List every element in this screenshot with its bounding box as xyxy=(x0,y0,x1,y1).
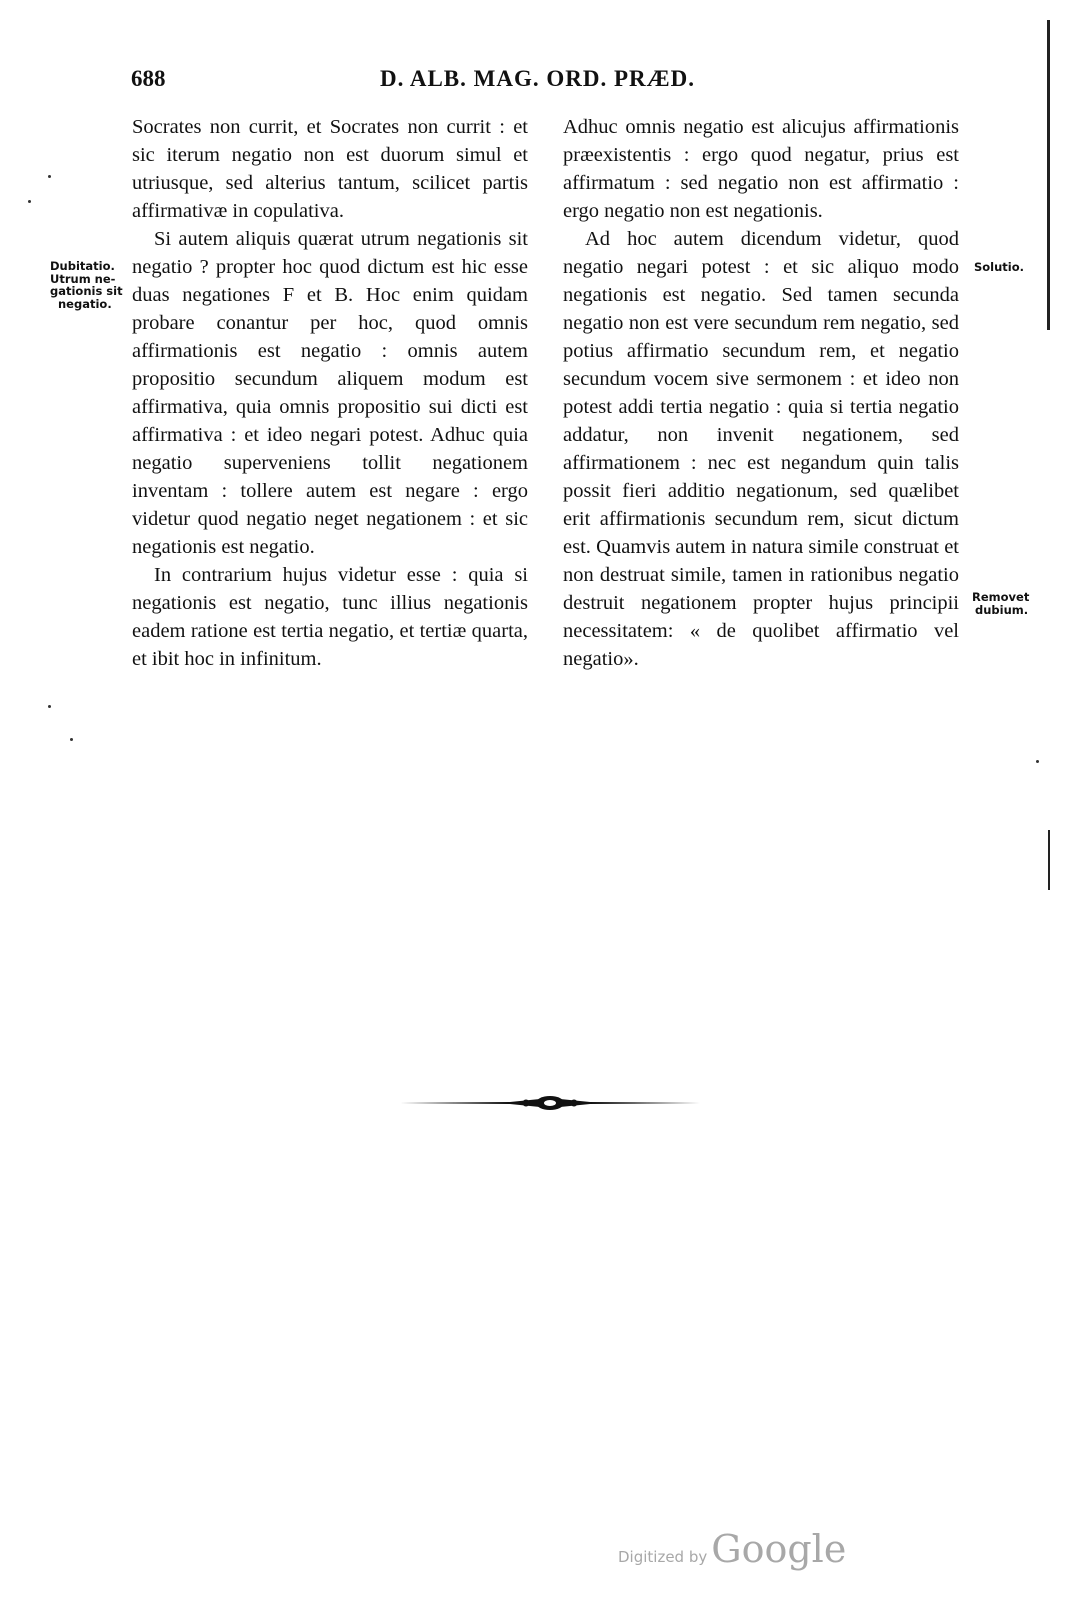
margin-note-removet xyxy=(972,591,1029,616)
margin-note-line: gationis sit xyxy=(50,284,123,298)
scan-speck xyxy=(28,200,31,203)
margin-note-line: Utrum ne- xyxy=(50,271,116,286)
ornament-divider xyxy=(400,1092,700,1114)
page-number: 688 xyxy=(131,66,166,91)
margin-note-line: Removet xyxy=(972,590,1030,604)
scan-speck xyxy=(48,175,51,178)
paragraph: In contrarium hujus videtur esse : quia si negationis est negatio, tunc illius negationis eadem ratione est tertia negatio, et tertiæ quarta, et ibit hoc in infinitum. xyxy=(132,564,528,670)
right-column xyxy=(563,113,959,673)
digitized-by-watermark xyxy=(618,1527,846,1571)
paragraph: Adhuc omnis negatio est alicujus affirmationis præexistentis : ergo quod negatur, prius est affirmatum : sed negatio non est affirmatio : ergo negatio non est negationis. xyxy=(563,116,959,222)
scan-speck xyxy=(70,738,73,741)
paragraph: Ad hoc autem dicendum videtur, quod negatio negari potest : et sic aliquo modo negationis est negatio. Sed tamen secunda negatio non est vere secundum rem negatio, sed potius affirmatio secundum rem, et negatio secundum vocem sive sermonem : et ideo non potest addi tertia negatio : quia si tertia negatio addatur, non invenit negationem, sed affirmationem : nec est negandum quin talis possit fieri additio negationum, sed quælibet erit affirmationis secundum rem, sicut dictum est. Quamvis autem in natura simile construat et non destruat simile, tamen in rationibus negatio destruit negationem propter hujus principii necessitatem: « de quolibet affirmatio vel negatio». xyxy=(563,228,959,670)
paragraph: Si autem aliquis quærat utrum negationis sit negatio ? propter hoc quod dictum est hic esse duas negationes F et B. Hoc enim quidam probare conantur per hoc, quod omnis affirmationis est negatio : omnis autem propositio secundum aliquem modum est affirmativa, quia omnis propositio sui dicti est affirmativa : et ideo negari potest. Adhuc quia negatio superveniens tollit negationem inventam : tollere autem est negare : ergo videtur quod negatio neget negationem : et sic negationis est negatio. xyxy=(132,228,528,558)
scan-speck xyxy=(48,705,51,708)
margin-note-line: negatio. xyxy=(58,296,112,311)
left-column xyxy=(132,113,528,673)
page-header xyxy=(0,66,1092,100)
margin-note-line: Solutio. xyxy=(974,260,1025,274)
scan-edge-line xyxy=(1047,20,1050,330)
margin-note-solutio xyxy=(974,261,1024,274)
scan-speck xyxy=(1036,760,1039,763)
running-title: D. ALB. MAG. ORD. PRÆD. xyxy=(380,66,695,91)
margin-note-dubitatio xyxy=(50,260,123,310)
scan-edge-line xyxy=(1048,830,1050,890)
paragraph: Socrates non currit, et Socrates non currit : et sic iterum negatio non est duorum simul et utriusque, sed alterius tantum, scilicet partis affirmativæ in copulativa. xyxy=(132,116,528,222)
google-logo: Google xyxy=(711,1527,847,1571)
margin-note-line: Dubitatio. xyxy=(50,259,115,273)
digitized-by-label: Digitized by xyxy=(618,1548,708,1566)
margin-note-line: dubium. xyxy=(975,602,1029,617)
